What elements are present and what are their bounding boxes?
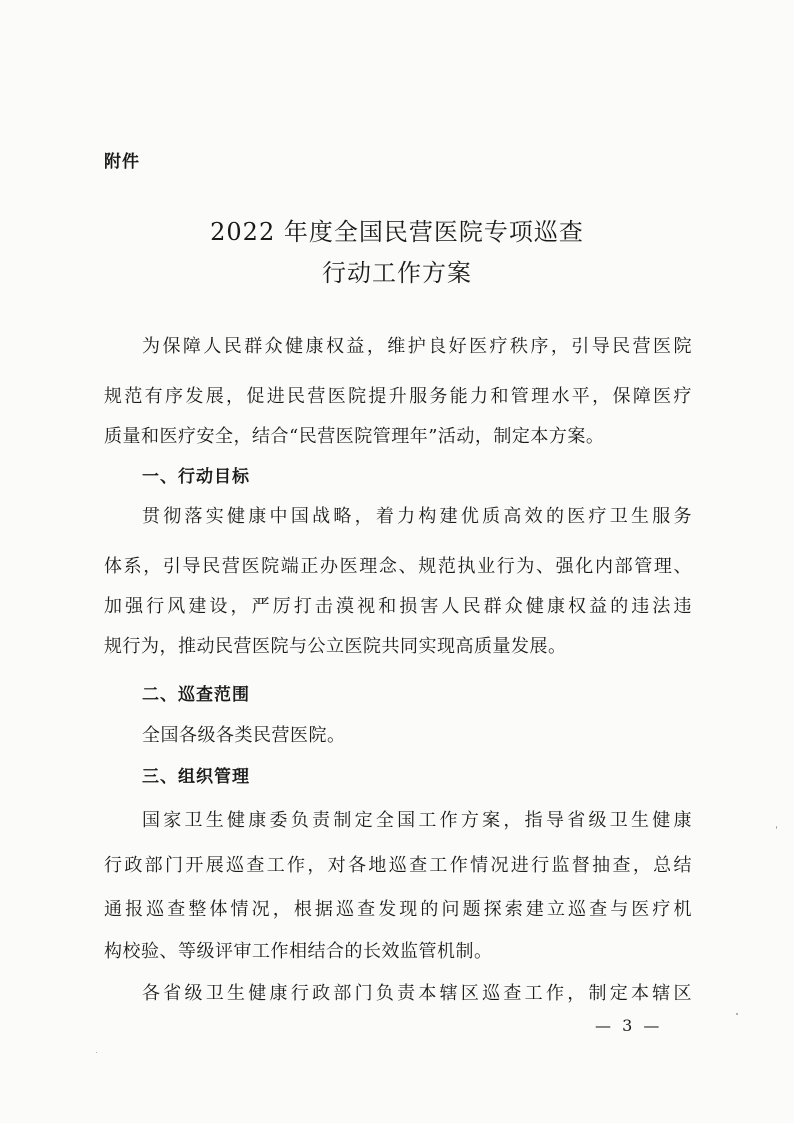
section-3-line-1: 国家卫生健康委负责制定全国工作方案，指导省级卫生健康 [142,810,692,831]
page-number: — 3 — [595,1016,663,1035]
section-3-line-3: 通报巡查整体情况，根据巡查发现的问题探索建立巡查与医疗机 [104,899,692,920]
section-1-line-3: 加强行风建设，严厉打击漠视和损害人民群众健康权益的违法违 [104,596,692,617]
section-3-paragraph-2-line-1: 各省级卫生健康行政部门负责本辖区巡查工作，制定本辖区 [142,983,692,1004]
section-1-heading: 一、行动目标 [142,467,250,487]
section-3-line-4: 构校验、等级评审工作相结合的长效监管机制。 [104,941,493,962]
annex-label: 附件 [104,152,140,172]
document-title-line-2: 行动工作方案 [322,259,472,287]
intro-line-1: 为保障人民群众健康权益，维护良好医疗秩序，引导民营医院 [142,336,692,357]
document-title-line-1: 2022 年度全国民营医院专项巡查 [210,218,584,246]
section-2-heading: 二、巡查范围 [142,685,250,705]
intro-line-2: 规范有序发展，促进民营医院提升服务能力和管理水平，保障医疗 [104,386,692,407]
scan-speck [736,1013,738,1015]
scan-speck [776,826,777,829]
section-3-line-2: 行政部门开展巡查工作，对各地巡查工作情况进行监督抽查，总结 [104,855,692,876]
section-3-heading: 三、组织管理 [142,767,250,787]
intro-line-3: 质量和医疗安全，结合“民营医院管理年”活动，制定本方案。 [104,426,605,447]
section-2-line-1: 全国各级各类民营医院。 [142,725,346,746]
section-1-line-1: 贯彻落实健康中国战略，着力构建优质高效的医疗卫生服务 [142,506,692,527]
section-1-line-4: 规行为，推动民营医院与公立医院共同实现高质量发展。 [104,636,567,657]
scan-speck [96,1052,97,1053]
section-1-line-2: 体系，引导民营医院端正办医理念、规范执业行为、强化内部管理、 [104,556,692,577]
